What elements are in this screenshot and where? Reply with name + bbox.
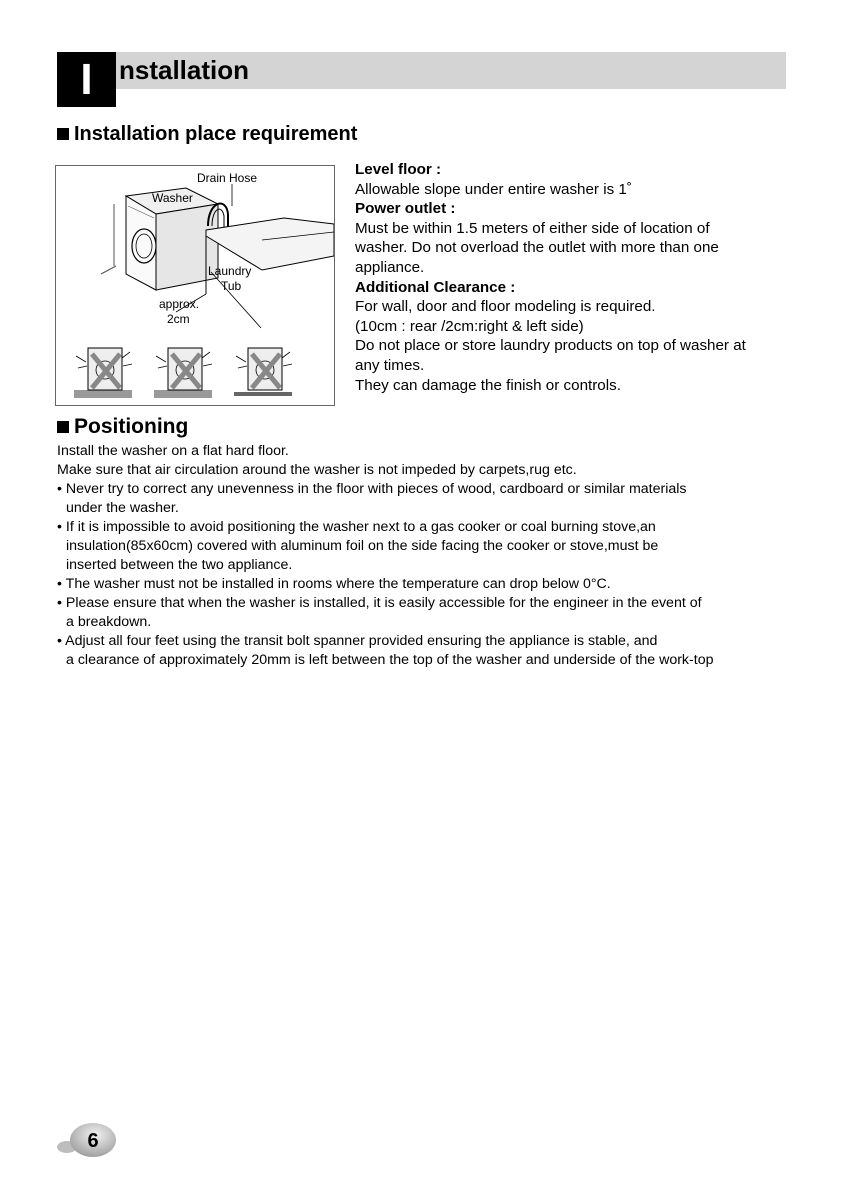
level-floor-heading: Level floor : — [355, 161, 442, 178]
power-outlet-line: washer. Do not overload the outlet with more than one — [355, 239, 719, 257]
wrong-placement-icon — [234, 348, 292, 396]
bullet-line: • The washer must not be installed in rooms where the temperature can drop below 0°C. — [57, 576, 611, 592]
label-tub: Tub — [221, 279, 242, 293]
section-title-text: Positioning — [74, 415, 189, 438]
power-outlet-line: appliance. — [355, 258, 425, 276]
bullet-line: • Please ensure that when the washer is installed, it is easily accessible for the engineer in the event of — [57, 595, 702, 611]
clearance-line: They can damage the finish or controls. — [355, 376, 621, 394]
bullet-line: • Never try to correct any unevenness in the floor with pieces of wood, cardboard or similar materials — [57, 481, 687, 497]
page-number-badge — [57, 1121, 119, 1164]
square-bullet-icon — [57, 128, 69, 140]
section-title-text: Installation place requirement — [74, 122, 358, 145]
section-title-positioning — [57, 414, 188, 440]
power-outlet-line: Must be within 1.5 meters of either side of location of — [355, 219, 710, 237]
page-number: 6 — [87, 1130, 99, 1152]
body-line: Install the washer on a flat hard floor. — [57, 443, 289, 459]
label-2cm: 2cm — [167, 312, 190, 326]
header-initial: I — [57, 52, 116, 107]
bullet-continuation: a breakdown. — [66, 614, 152, 630]
label-drain-hose: Drain Hose — [197, 171, 258, 185]
label-laundry: Laundry — [208, 264, 252, 278]
bullet-continuation: under the washer. — [66, 500, 179, 516]
level-floor-text: Allowable slope under entire washer is 1˚ — [355, 180, 632, 198]
requirements-text — [355, 160, 795, 395]
clearance-line: For wall, door and floor modeling is required. — [355, 298, 656, 316]
bullet-continuation: inserted between the two appliance. — [66, 557, 293, 573]
clearance-heading: Additional Clearance : — [355, 278, 516, 296]
wrong-placement-icon — [74, 348, 132, 398]
clearance-line: Do not place or store laundry products on top of washer at — [355, 337, 746, 355]
bullet-line: • If it is impossible to avoid positioning the washer next to a gas cooker or coal burning stove,an — [57, 519, 656, 535]
installation-figure — [55, 165, 335, 406]
square-bullet-icon — [57, 421, 69, 433]
bullet-line: • Adjust all four feet using the transit bolt spanner provided ensuring the appliance is stable, and — [57, 633, 658, 649]
clearance-line: (10cm : rear /2cm:right & left side) — [355, 317, 584, 335]
bullet-continuation: a clearance of approximately 20mm is left between the top of the washer and underside of the work-top — [66, 652, 714, 668]
power-outlet-heading: Power outlet : — [355, 200, 456, 218]
positioning-text — [57, 442, 792, 670]
clearance-line: any times. — [355, 356, 425, 374]
page-title: nstallation — [119, 55, 250, 85]
body-line: Make sure that air circulation around the washer is not impeded by carpets,rug etc. — [57, 462, 577, 478]
bullet-continuation: insulation(85x60cm) covered with aluminum foil on the side facing the cooker or stove,must be — [66, 538, 659, 554]
label-approx: approx. — [159, 297, 200, 311]
section-title-installation-place — [57, 122, 357, 146]
wrong-placement-icon — [154, 348, 212, 398]
label-washer: Washer — [152, 191, 193, 205]
